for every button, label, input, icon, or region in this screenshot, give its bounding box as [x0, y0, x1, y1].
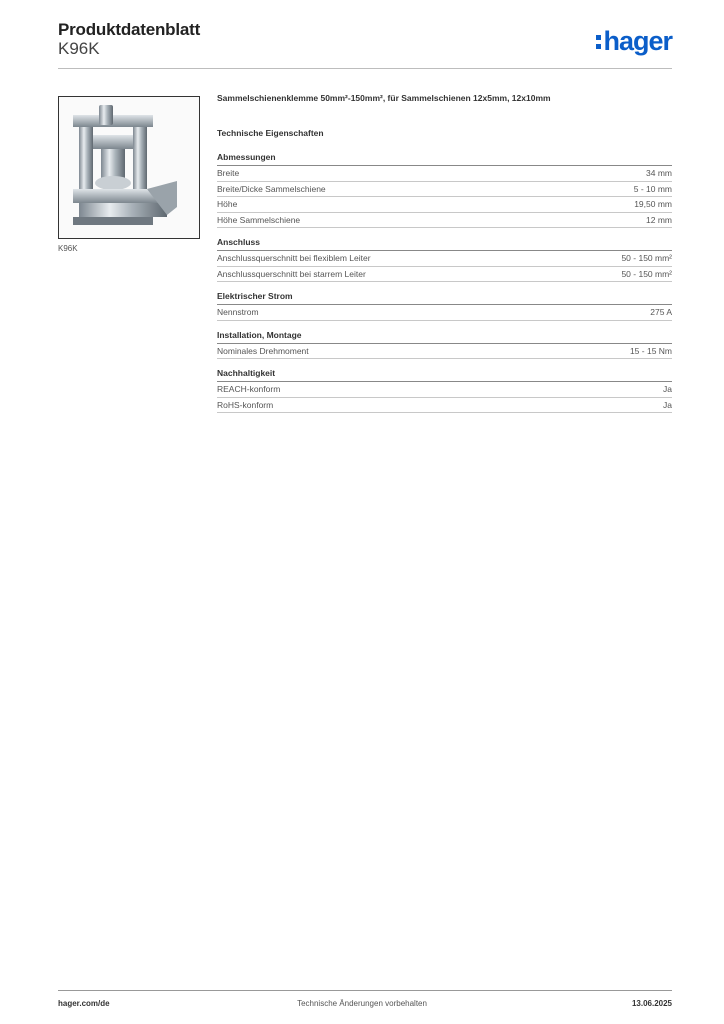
spec-row: [217, 182, 672, 198]
spec-label: Nennstrom: [217, 307, 259, 317]
product-code: K96K: [58, 39, 100, 58]
logo-text: hager: [603, 26, 672, 56]
spec-value: 34 mm: [646, 168, 672, 178]
section-title: Anschluss: [217, 237, 672, 251]
header-divider: [58, 68, 672, 69]
section-title: Abmessungen: [217, 152, 672, 166]
spec-label: REACH-konform: [217, 384, 281, 394]
spec-label: Anschlussquerschnitt bei flexiblem Leiter: [217, 253, 371, 263]
tech-properties-heading: Technische Eigenschaften: [217, 128, 324, 138]
spec-section: [217, 368, 672, 413]
spec-row: [217, 382, 672, 398]
spec-label: Anschlussquerschnitt bei starrem Leiter: [217, 268, 366, 279]
spec-content: [217, 93, 672, 422]
spec-label: Höhe: [217, 199, 238, 209]
image-caption: K96K: [58, 244, 78, 253]
spec-value: 5 - 10 mm: [633, 183, 672, 194]
spec-value: 50 - 150 mm²: [621, 253, 672, 263]
spec-value: 15 - 15 Nm: [629, 345, 672, 356]
footer-date: 13.06.2025: [631, 999, 672, 1008]
spec-section: [217, 152, 672, 228]
footer-website: hager.com/de: [58, 999, 110, 1008]
page-title: Produktdatenblatt: [58, 20, 201, 39]
footer-divider: [58, 990, 672, 991]
spec-row: [217, 305, 672, 321]
spec-row: [217, 197, 672, 213]
product-description: Sammelschienenklemme 50mm²-150mm², für Sammelschienen 12x5mm, 12x10mm: [217, 93, 551, 103]
spec-row: [217, 251, 672, 267]
busbar-clamp-photo-icon: [59, 97, 199, 238]
spec-value: Ja: [663, 399, 672, 410]
section-title: Nachhaltigkeit: [217, 368, 672, 382]
product-image: [58, 96, 200, 239]
spec-label: Breite: [217, 168, 240, 178]
spec-label: RoHS-konform: [217, 399, 274, 410]
spec-label: Höhe Sammelschiene: [217, 214, 301, 225]
logo-dots-icon: [596, 35, 601, 49]
spec-value: Ja: [663, 384, 672, 394]
spec-value: 12 mm: [646, 214, 672, 225]
section-title: Elektrischer Strom: [217, 291, 672, 305]
spec-section: [217, 237, 672, 282]
spec-section: [217, 291, 672, 321]
spec-value: 275 A: [650, 307, 672, 317]
spec-sections: [217, 152, 672, 413]
spec-row: [217, 213, 672, 229]
section-title: Installation, Montage: [217, 330, 672, 344]
spec-label: Breite/Dicke Sammelschiene: [217, 183, 326, 194]
hager-logo: [596, 26, 672, 57]
spec-section: [217, 330, 672, 360]
footer-disclaimer: Technische Änderungen vorbehalten: [297, 999, 427, 1008]
spec-row: [217, 267, 672, 283]
spec-row: [217, 344, 672, 360]
spec-row: [217, 398, 672, 414]
spec-value: 19,50 mm: [634, 199, 672, 209]
spec-row: [217, 166, 672, 182]
spec-label: Nominales Drehmoment: [217, 345, 309, 356]
spec-value: 50 - 150 mm²: [621, 268, 672, 279]
